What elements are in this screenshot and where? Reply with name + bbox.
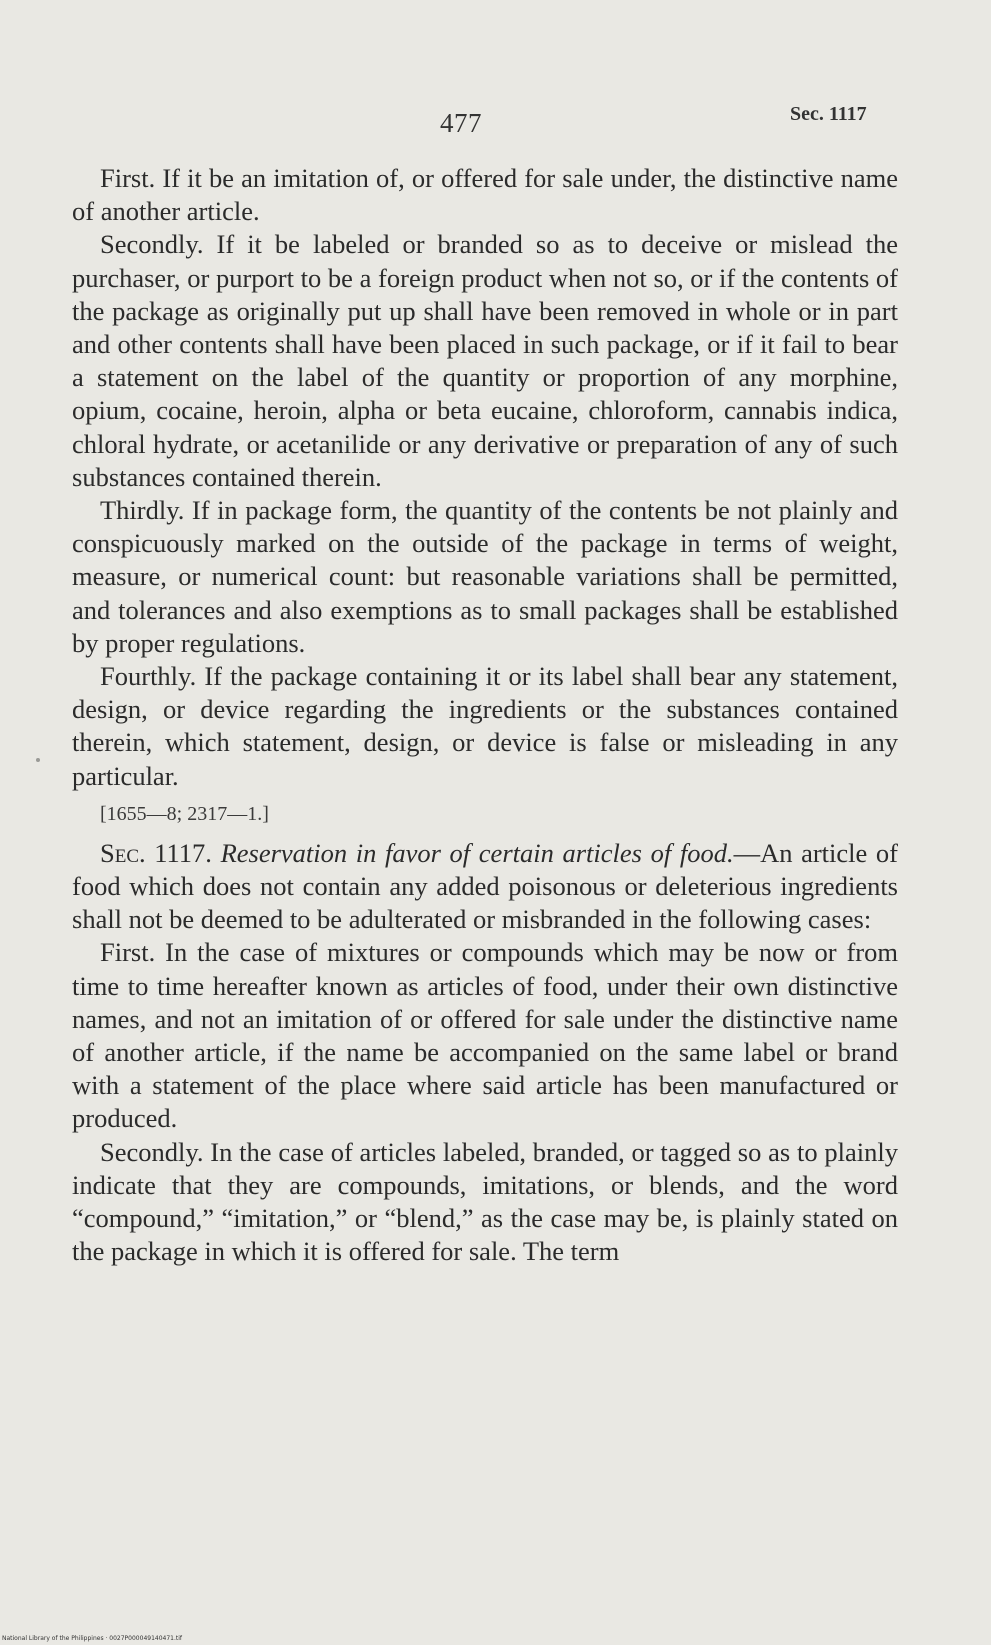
scan-footer: National Library of the Philippines · 0027P000049140471.tif (2, 1635, 183, 1642)
page-number: 477 (440, 108, 482, 138)
paragraph-secondly: Secondly. If it be labeled or branded so as to deceive or mislead the purchaser, or purport to be a foreign product when not so, or if the contents of the package as originally put up shall have been removed in whole or in part and other contents shall have been placed in such package, or if it fail to bear a statement on the label of the quantity or proportion of any morphine, opium, cocaine, heroin, alpha or beta eucaine, chloroform, cannabis indica, chloral hydrate, or acetanilide or any derivative or preparation of any of such substances contained therein. (72, 229, 898, 492)
paragraph-thirdly: Thirdly. If in package form, the quantity of the contents be not plainly and conspicuously marked on the outside of the package in terms of weight, measure, or numerical count: but reasonable variations shall be permitted, and tolerances and also exemptions as to small packages shall be established by proper regulations. (72, 495, 898, 658)
section-heading-paragraph (72, 837, 898, 937)
section-body: —An article of food which does not contain any added poisonous or deleterious ingredients shall not be deemed to be adulterated or misbranded in the following cases: (72, 837, 898, 935)
paragraph-fourthly: Fourthly. If the package containing it or its label shall bear any statement, design, or device regarding the ingredients or the substances contained therein, which statement, design, or device is false or misleading in any particular. (72, 661, 898, 791)
body-text (72, 162, 898, 1269)
running-section-reference: Sec. 1117 (790, 103, 867, 125)
section-title: Reservation in favor of certain articles of food. (220, 837, 734, 868)
margin-mark (36, 758, 40, 762)
paragraph-case-first: First. In the case of mixtures or compounds which may be now or from time to time hereafter known as articles of food, under their own distinctive names, and not an imitation of or offered for sale under the distinctive name of another article, if the name be accompanied on the same label or brand with a statement of the place where said article has been manufactured or produced. (72, 937, 898, 1134)
citation: [1655—8; 2317—1.] (100, 802, 269, 825)
paragraph-first: First. If it be an imitation of, or offered for sale under, the distinctive name of another article. (72, 163, 898, 227)
section-label: Sec. 1117. (100, 837, 212, 868)
paragraph-case-secondly: Secondly. In the case of articles labeled, branded, or tagged so as to plainly indicate that they are compounds, imitations, or blends, and the word “compound,” “imitation,” or “blend,” as the case may be, is plainly stated on the package in which it is offered for sale. The term (72, 1136, 898, 1267)
